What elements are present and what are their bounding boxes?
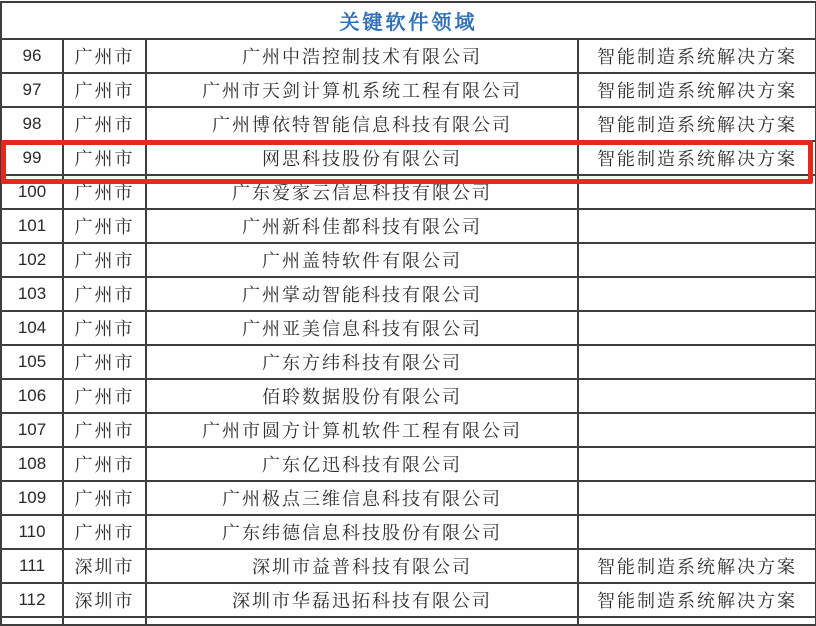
company-cell: 广州亚美信息科技有限公司 [146, 311, 578, 345]
city-cell: 广州市 [63, 243, 146, 277]
row-number-cell: 101 [1, 209, 63, 243]
table-row [1, 39, 816, 73]
partial-cell [146, 617, 578, 625]
table-row [1, 107, 816, 141]
company-cell: 深圳市华磊迅拓科技有限公司 [146, 583, 578, 617]
table-body [1, 39, 816, 617]
table-row [1, 277, 816, 311]
company-cell: 广东亿迅科技有限公司 [146, 447, 578, 481]
table-row [1, 345, 816, 379]
table-row [1, 209, 816, 243]
company-cell: 广州新科佳都科技有限公司 [146, 209, 578, 243]
city-cell: 广州市 [63, 141, 146, 175]
city-cell: 广州市 [63, 447, 146, 481]
city-cell: 深圳市 [63, 549, 146, 583]
row-number-cell: 107 [1, 413, 63, 447]
partial-cell [578, 617, 816, 625]
solution-cell [578, 379, 816, 413]
table-row [1, 481, 816, 515]
row-number-cell: 99 [1, 141, 63, 175]
partial-cell [1, 617, 63, 625]
solution-cell: 智能制造系统解决方案 [578, 549, 816, 583]
row-number-cell: 100 [1, 175, 63, 209]
city-cell: 广州市 [63, 175, 146, 209]
company-cell: 深圳市益普科技有限公司 [146, 549, 578, 583]
city-cell: 广州市 [63, 209, 146, 243]
city-cell: 广州市 [63, 39, 146, 73]
solution-cell [578, 243, 816, 277]
row-number-cell: 97 [1, 73, 63, 107]
table-row [1, 73, 816, 107]
city-cell: 广州市 [63, 277, 146, 311]
table-row [1, 583, 816, 617]
table-row [1, 379, 816, 413]
city-cell: 广州市 [63, 515, 146, 549]
solution-cell [578, 481, 816, 515]
row-number-cell: 96 [1, 39, 63, 73]
solution-cell: 智能制造系统解决方案 [578, 73, 816, 107]
solution-cell: 智能制造系统解决方案 [578, 583, 816, 617]
row-number-cell: 112 [1, 583, 63, 617]
company-cell: 佰聆数据股份有限公司 [146, 379, 578, 413]
row-number-cell: 110 [1, 515, 63, 549]
table-row-highlighted [1, 141, 816, 175]
table-title: 关键软件领域 [1, 2, 816, 39]
city-cell: 广州市 [63, 379, 146, 413]
city-cell: 广州市 [63, 311, 146, 345]
city-cell: 广州市 [63, 413, 146, 447]
row-number-cell: 103 [1, 277, 63, 311]
table-row [1, 413, 816, 447]
solution-cell [578, 345, 816, 379]
row-number-cell: 102 [1, 243, 63, 277]
solution-cell [578, 447, 816, 481]
row-number-cell: 105 [1, 345, 63, 379]
company-cell: 广州市圆方计算机软件工程有限公司 [146, 413, 578, 447]
solution-cell [578, 515, 816, 549]
table-row [1, 243, 816, 277]
table-row [1, 447, 816, 481]
row-number-cell: 104 [1, 311, 63, 345]
company-cell: 广东爱家云信息科技有限公司 [146, 175, 578, 209]
key-software-table [0, 1, 816, 626]
city-cell: 广州市 [63, 73, 146, 107]
partial-cell [63, 617, 146, 625]
solution-cell [578, 413, 816, 447]
table-row [1, 175, 816, 209]
table-title-row [1, 2, 816, 39]
solution-cell: 智能制造系统解决方案 [578, 39, 816, 73]
company-cell: 网思科技股份有限公司 [146, 141, 578, 175]
company-cell: 广东纬德信息科技股份有限公司 [146, 515, 578, 549]
city-cell: 深圳市 [63, 583, 146, 617]
solution-cell [578, 175, 816, 209]
city-cell: 广州市 [63, 107, 146, 141]
solution-cell [578, 311, 816, 345]
table-row [1, 549, 816, 583]
row-number-cell: 109 [1, 481, 63, 515]
row-number-cell: 111 [1, 549, 63, 583]
table-row [1, 311, 816, 345]
table-row [1, 515, 816, 549]
company-cell: 广东方纬科技有限公司 [146, 345, 578, 379]
row-number-cell: 108 [1, 447, 63, 481]
company-cell: 广州盖特软件有限公司 [146, 243, 578, 277]
partial-next-row [1, 617, 816, 625]
solution-cell: 智能制造系统解决方案 [578, 107, 816, 141]
company-cell: 广州中浩控制技术有限公司 [146, 39, 578, 73]
city-cell: 广州市 [63, 481, 146, 515]
company-cell: 广州极点三维信息科技有限公司 [146, 481, 578, 515]
row-number-cell: 106 [1, 379, 63, 413]
solution-cell [578, 277, 816, 311]
company-cell: 广州市天剑计算机系统工程有限公司 [146, 73, 578, 107]
company-cell: 广州博依特智能信息科技有限公司 [146, 107, 578, 141]
company-cell: 广州掌动智能科技有限公司 [146, 277, 578, 311]
solution-cell [578, 209, 816, 243]
solution-cell: 智能制造系统解决方案 [578, 141, 816, 175]
city-cell: 广州市 [63, 345, 146, 379]
row-number-cell: 98 [1, 107, 63, 141]
